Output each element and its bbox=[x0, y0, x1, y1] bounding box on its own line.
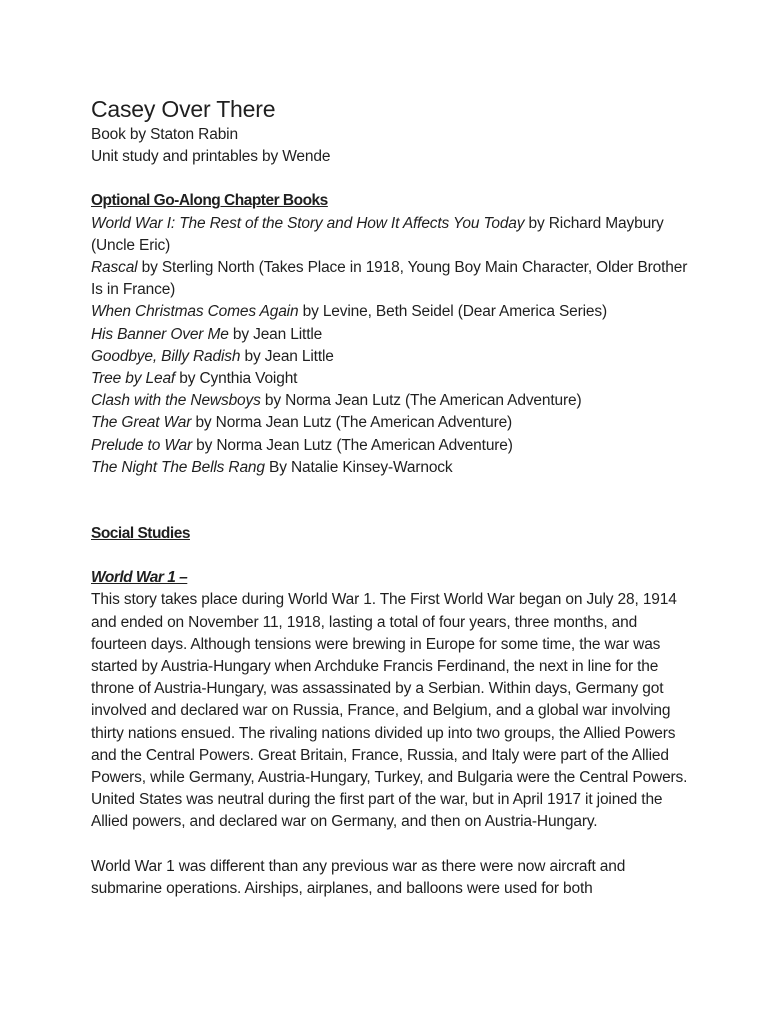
book-title: Prelude to War bbox=[91, 436, 192, 454]
book-item bbox=[91, 435, 691, 457]
spacer bbox=[91, 479, 691, 523]
world-war-1-paragraph-2: World War 1 was different than any previous war as there were now aircraft and submarine operations. Airships, airplanes, and balloons were used for both bbox=[91, 857, 626, 897]
book-item bbox=[91, 301, 691, 323]
book-author: by Richard Maybury (Uncle Eric) bbox=[91, 214, 664, 254]
book-title: When Christmas Comes Again bbox=[91, 303, 299, 321]
book-title: Clash with the Newsboys bbox=[91, 392, 261, 410]
spacer bbox=[91, 545, 691, 567]
book-author: by Jean Little bbox=[240, 347, 334, 365]
book-author: by Levine, Beth Seidel (Dear America Series) bbox=[298, 303, 608, 321]
book-item bbox=[91, 412, 691, 434]
book-item bbox=[91, 346, 691, 368]
unit-credit: Unit study and printables by Wende bbox=[91, 148, 331, 166]
book-title: Goodbye, Billy Radish bbox=[91, 347, 241, 365]
book-title: Tree by Leaf bbox=[91, 370, 176, 388]
social-studies-heading: Social Studies bbox=[91, 525, 190, 543]
book-item bbox=[91, 368, 691, 390]
spacer bbox=[91, 834, 691, 856]
world-war-1-heading: World War 1 – bbox=[91, 569, 188, 587]
book-title: The Night The Bells Rang bbox=[91, 458, 265, 476]
book-author: by Norma Jean Lutz (The American Adventure) bbox=[260, 392, 582, 410]
book-item bbox=[91, 457, 691, 479]
book-item bbox=[91, 324, 691, 346]
book-item bbox=[91, 213, 691, 257]
optional-books-list bbox=[91, 213, 691, 479]
document-byline: Book by Staton Rabin bbox=[91, 126, 238, 143]
book-author: by Sterling North (Takes Place in 1918, Young Boy Main Character, Older Brother Is in France) bbox=[91, 259, 688, 299]
book-author: by Norma Jean Lutz (The American Adventure) bbox=[191, 414, 513, 432]
book-author: By Natalie Kinsey-Warnock bbox=[264, 458, 453, 476]
book-author: by Cynthia Voight bbox=[175, 370, 298, 388]
document-content bbox=[91, 95, 691, 900]
book-title: World War I: The Rest of the Story and How It Affects You Today bbox=[91, 214, 525, 232]
book-title: The Great War bbox=[91, 414, 192, 432]
book-title: Rascal bbox=[91, 259, 138, 277]
document-title: Casey Over There bbox=[91, 96, 276, 122]
world-war-1-paragraph-1: This story takes place during World War 1. The First World War began on July 28, 1914 and ended on November 11, 1918, lasting a total of four years, three months, and fourteen days. Although tensions were brewing in Europe for some time, the war was started by Austria-Hungary when Archduke Francis Ferdinand, the next in line for the throne of Austria-Hungary, was assassinated by a Serbian. Within days, Germany got involved and declared war on Russia, France, and Belgium, and a global war involving thirty nations ensued. The rivaling nations divided up into two groups, the Allied Powers and the Central Powers. Great Britain, France, Russia, and Italy were part of the Allied Powers, while Germany, Austria-Hungary, Turkey, and Bulgaria were the Central Powers. United States was neutral during the first part of the war, but in April 1917 it joined the Allied powers, and declared war on Germany, and then on Austria-Hungary. bbox=[91, 591, 688, 831]
book-author: by Norma Jean Lutz (The American Adventure) bbox=[192, 436, 513, 454]
book-item bbox=[91, 257, 691, 301]
book-title: His Banner Over Me bbox=[91, 325, 229, 343]
spacer bbox=[91, 168, 691, 190]
optional-books-heading: Optional Go-Along Chapter Books bbox=[91, 192, 328, 210]
book-author: by Jean Little bbox=[228, 325, 323, 343]
book-item bbox=[91, 390, 691, 412]
